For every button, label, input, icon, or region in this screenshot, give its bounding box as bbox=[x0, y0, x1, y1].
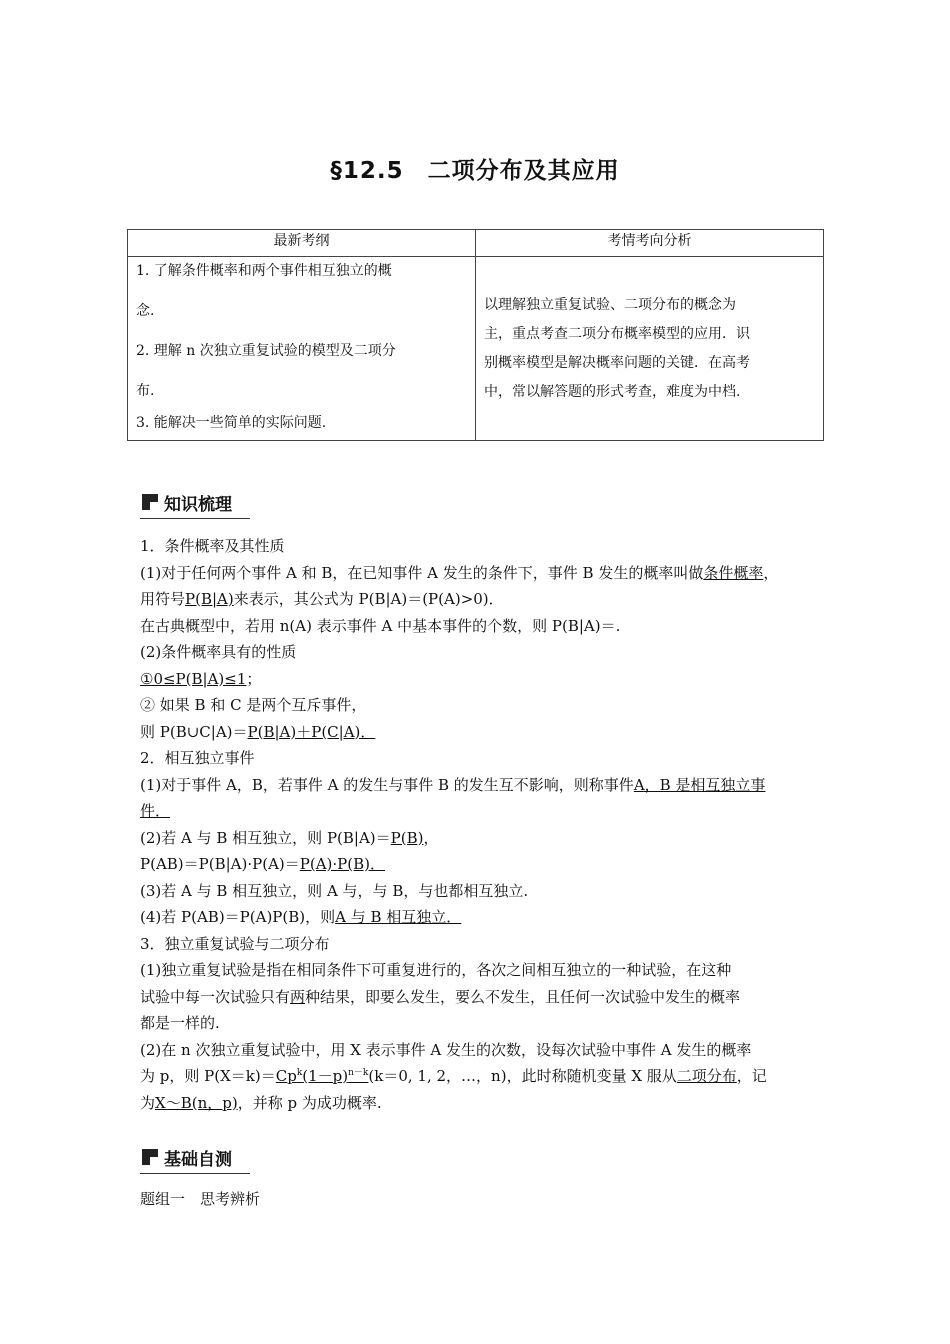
text-line: (2)若 A 与 B 相互独立，则 P(B|A)＝P(B)， bbox=[140, 828, 439, 847]
answer-blank: P(A)·P(B)． bbox=[299, 855, 385, 873]
question-group-label: 题组一 思考辨析 bbox=[140, 1190, 261, 1208]
answer-blank: 二项分布 bbox=[676, 1067, 737, 1085]
section-marker-icon bbox=[142, 1149, 158, 1165]
text-line: (2)在 n 次独立重复试验中，用 X 表示事件 A 发生的次数，设每次试验中事件 A 发生的概率 bbox=[140, 1040, 752, 1059]
answer-blank: P(B|A) bbox=[185, 590, 234, 608]
text-line: (1)对于事件 A，B，若事件 A 的发生与事件 B 的发生互不影响，则称事件A，B 是相互独立事 bbox=[140, 775, 766, 794]
answer-blank: A 与 B 相互独立． bbox=[335, 908, 462, 926]
analysis-cell bbox=[476, 257, 824, 441]
answer-blank: $Cp^k(1-p)^{n-k}$ bbox=[275, 1067, 369, 1085]
text-line: 用符号P(B|A)来表示，其公式为 P(B|A)＝(P(A)>0)． bbox=[140, 590, 504, 608]
analysis-line: 中，常以解答题的形式考查，难度为中档. bbox=[484, 383, 741, 400]
text-line: (2)条件概率具有的性质 bbox=[140, 643, 297, 661]
syllabus-table bbox=[127, 229, 824, 441]
text-line: 试验中每一次试验只有两种结果，即要么发生，要么不发生，且任何一次试验中发生的概率 bbox=[140, 987, 741, 1006]
syllabus-line: 2. 理解 n 次独立重复试验的模型及二项分 bbox=[136, 343, 396, 359]
section-heading-label: 知识梳理 bbox=[164, 495, 232, 515]
section-heading-knowledge bbox=[140, 488, 250, 519]
section-marker-icon bbox=[142, 494, 158, 510]
text-line: (3)若 A 与 B 相互独立，则 A 与，与 B，与也都相互独立. bbox=[140, 881, 529, 900]
answer-blank: A，B 是相互独立事 bbox=[633, 775, 766, 794]
knowledge-content bbox=[140, 533, 820, 1116]
text-line: (4)若 P(AB)＝P(A)P(B)，则A 与 B 相互独立． bbox=[140, 908, 462, 926]
answer-blank: P(B|A)＋P(C|A)． bbox=[247, 722, 376, 741]
syllabus-line: 3. 能解决一些简单的实际问题. bbox=[136, 415, 327, 431]
text-line: 都是一样的. bbox=[140, 1014, 220, 1032]
answer-blank: 两 bbox=[290, 987, 306, 1006]
text-line: P(AB)＝P(B|A)·P(A)＝P(A)·P(B)． bbox=[140, 855, 385, 873]
text-line: 为 p，则 $P(X=k)=Cp^k(1-p)^{n-k}(k=0$, 1, 2，…，n)，此时称随机变量 X 服从二项分布，记 bbox=[140, 1067, 767, 1085]
analysis-line: 别概率模型是解决概率问题的关键．在高考 bbox=[484, 354, 750, 371]
text-line: (1)对于任何两个事件 A 和 B，在已知事件 A 发生的条件下，事件 B 发生的概率叫做条件概率， bbox=[140, 563, 779, 582]
table-header-analysis: 考情考向分析 bbox=[476, 230, 824, 257]
text-line: 则 P(B∪C|A)＝P(B|A)＋P(C|A)． bbox=[140, 722, 376, 741]
page-title: §12.5 二项分布及其应用 bbox=[330, 158, 620, 184]
syllabus-line: 念. bbox=[136, 303, 155, 319]
text-line bbox=[140, 798, 820, 825]
answer-blank: X～B(n，p) bbox=[155, 1093, 238, 1112]
answer-blank: P(B) bbox=[390, 828, 424, 847]
syllabus-line: 布. bbox=[136, 383, 155, 399]
section-heading-selftest bbox=[140, 1143, 250, 1174]
text-line: 在古典概型中，若用 n(A) 表示事件 A 中基本事件的个数，则 P(B|A)＝. bbox=[140, 616, 621, 635]
section-heading-label: 基础自测 bbox=[164, 1150, 232, 1170]
text-line: 3．独立重复试验与二项分布 bbox=[140, 934, 330, 953]
answer-blank: 条件概率 bbox=[703, 563, 764, 582]
text-line: (1)独立重复试验是指在相同条件下可重复进行的，各次之间相互独立的一种试验，在这种 bbox=[140, 961, 732, 979]
text-line: ①0≤P(B|A)≤1； bbox=[140, 669, 262, 688]
answer-blank: ①0≤P(B|A)≤1 bbox=[140, 669, 247, 688]
text-line: 1．条件概率及其性质 bbox=[140, 537, 285, 555]
syllabus-cell bbox=[128, 257, 476, 441]
analysis-line: 主，重点考查二项分布概率模型的应用．识 bbox=[484, 325, 750, 342]
syllabus-line: 1. 了解条件概率和两个事件相互独立的概 bbox=[136, 263, 392, 279]
analysis-line: 以理解独立重复试验、二项分布的概念为 bbox=[484, 296, 736, 313]
text-line: ② 如果 B 和 C 是两个互斥事件， bbox=[140, 696, 367, 714]
answer-blank: 件． bbox=[140, 802, 171, 820]
table-header-syllabus: 最新考纲 bbox=[128, 230, 476, 257]
text-line: 为X～B(n，p)，并称 p 为成功概率. bbox=[140, 1093, 382, 1112]
text-line: 2．相互独立事件 bbox=[140, 749, 255, 767]
